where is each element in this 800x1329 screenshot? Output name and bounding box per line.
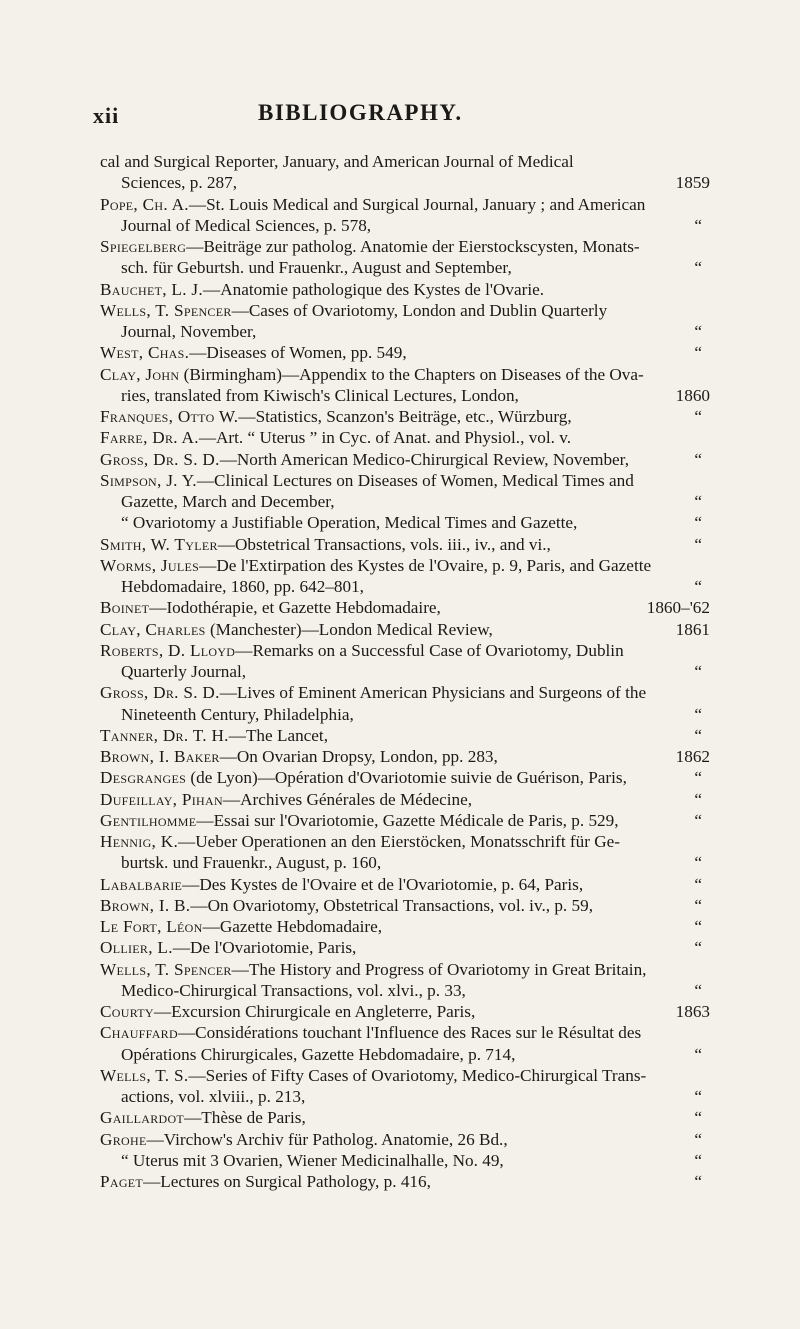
citation-text: —Excursion Chirurgicale en Angleterre, Paris, [153,1002,476,1021]
bibliography-line [100,874,710,895]
year: 1860–'62 [646,598,710,618]
bibliography-line [100,576,710,597]
citation-text: —North American Medico-Chirurgical Review, November, [219,449,630,469]
bibliography-line [100,1150,710,1171]
bibliography-line [100,1086,710,1107]
author-name: Brown, I. Baker [100,747,220,766]
citation-text: “ Uterus mit 3 Ovarien, Wiener Medicinalhalle, No. 49, [121,1150,504,1170]
citation-text: —Des Kystes de l'Ovaire et de l'Ovariotomie, p. 64, Paris, [182,874,584,894]
bibliography-line [100,704,710,725]
bibliography-line [100,236,710,257]
author-name: Gentilhomme [100,810,197,830]
bibliography-line [100,194,710,215]
bibliography-line [100,597,710,618]
year: “ [694,492,702,511]
citation-text: sch. für Geburtsh. und Frauenkr., August and September, [121,258,512,278]
bibliography-line [100,470,710,491]
author-name: Wells, T. S. [100,1065,189,1085]
author-name: Simpson, J. Y. [100,470,197,490]
citation-text: —Ueber Operationen an den Eierstöcken, Monatsschrift für Ge- [178,832,620,851]
citation-text: Medico-Chirurgical Transactions, vol. xlvi., p. 33, [121,980,466,1000]
year: “ [694,938,702,958]
year: 1859 [675,173,710,193]
citation-text: Hebdomadaire, 1860, pp. 642–801, [121,577,364,596]
citation-text: —Essai sur l'Ovariotomie, Gazette Médicale de Paris, p. 529, [196,810,619,830]
bibliography-line [100,810,710,831]
bibliography-line [100,491,710,512]
year: “ [694,917,702,936]
bibliography-line [100,1129,710,1150]
citation-text: Journal of Medical Sciences, p. 578, [121,215,372,235]
citation-text: (Birmingham)—Appendix to the Chapters on Diseases of the Ova- [179,364,644,384]
year: “ [694,1108,702,1128]
citation-text: —Series of Fifty Cases of Ovariotomy, Medico-Chirurgical Trans- [188,1065,647,1085]
citation-text: —Considérations touchant l'Influence des Races sur le Résultat des [177,1023,642,1043]
author-name: Pope, Ch. A. [100,194,189,214]
year: 1862 [675,747,710,766]
citation-text: —Archives Générales de Médecine, [222,789,473,809]
citation-text: —Obstetrical Transactions, vols. iii., iv., and vi., [217,534,551,554]
bibliography-line [100,257,710,278]
year: “ [694,980,702,1000]
year: “ [694,704,702,724]
citation-text: —Iodothérapie, et Gazette Hebdomadaire, [149,598,441,618]
year: 1860 [675,385,710,405]
citation-text: (de Lyon)—Opération d'Ovariotomie suivie de Guérison, Paris, [186,768,627,788]
citation-text: Quarterly Journal, [121,662,247,681]
bibliography-line [100,1107,710,1128]
author-name: Ollier, L. [100,938,173,958]
year: “ [694,810,702,830]
year: “ [694,895,702,915]
citation-text: —Art. “ Uterus ” in Cyc. of Anat. and Physiol., vol. v. [198,428,572,448]
bibliography-line [100,661,710,682]
citation-text: (Manchester)—London Medical Review, [205,619,493,639]
citation-text: burtsk. und Frauenkr., August, p. 160, [121,853,382,873]
bibliography-line [100,682,710,703]
bibliography-line [100,1044,710,1065]
author-name: Dufeillay, Pihan [100,789,223,809]
citation-text: —Cases of Ovariotomy, London and Dublin Quarterly [231,300,608,320]
author-name: Gross, Dr. S. D. [100,683,220,703]
bibliography-line [100,364,710,385]
year: “ [694,449,702,469]
year: “ [694,1172,702,1191]
citation-text: —St. Louis Medical and Surgical Journal, January ; and American [188,194,646,214]
running-head: BIBLIOGRAPHY. [258,100,463,125]
citation-text: —Thèse de Paris, [184,1108,306,1128]
bibliography-line [100,385,710,406]
year: “ [694,789,702,809]
bibliography-line [100,172,710,193]
citation-text: —De l'Ovariotomie, Paris, [172,938,357,958]
year: “ [694,1044,702,1064]
year: “ [694,1129,702,1149]
year: “ [694,662,702,681]
bibliography-line [100,640,710,661]
year: “ [694,1087,702,1106]
bibliography-line [100,937,710,958]
citation-text: —Lectures on Surgical Pathology, p. 416, [143,1172,431,1191]
year: “ [694,577,702,596]
bibliography-line [100,534,710,555]
bibliography-line [100,555,710,576]
bibliography-line [100,512,710,533]
bibliography-line [100,789,710,810]
citation-text: —Virchow's Archiv für Patholog. Anatomie, 26 Bd., [146,1129,508,1149]
year: 1863 [675,1002,710,1021]
bibliography-line [100,725,710,746]
author-name: Tanner, Dr. T. H. [100,725,229,745]
citation-text: —Anatomie pathologique des Kystes de l'Ovarie. [203,279,545,299]
bibliography-line [100,959,710,980]
citation-text: actions, vol. xlviii., p. 213, [121,1087,306,1106]
bibliography-line [100,852,710,873]
bibliography-line [100,1022,710,1043]
author-name: Gross, Dr. S. D. [100,449,220,469]
author-name: Paget [100,1172,144,1191]
bibliography-line [100,916,710,937]
citation-text: —Lives of Eminent American Physicians and Surgeons of the [219,683,647,703]
author-name: Brown, I. B. [100,895,191,915]
bibliography-line [100,215,710,236]
bibliography-line [100,1001,710,1022]
bibliography-line [100,406,710,427]
year: “ [694,215,702,235]
citation-text: Sciences, p. 287, [121,173,237,193]
author-name: Worms, Jules [100,555,200,575]
citation-text: —The Lancet, [228,725,329,745]
citation-text: ries, translated from Kiwisch's Clinical Lectures, London, [121,385,519,405]
author-name: Boinet [100,598,150,618]
author-name: Gaillardot [100,1108,185,1128]
year: “ [694,513,702,533]
bibliography-line [100,619,710,640]
author-name: Chauffard [100,1023,178,1043]
bibliography-line [100,895,710,916]
author-name: Labalbarie [100,874,183,894]
author-name: Grohe [100,1129,147,1149]
citation-text: —Remarks on a Successful Case of Ovariotomy, Dublin [235,640,624,660]
year: “ [694,874,702,894]
author-name: Smith, W. Tyler [100,534,218,554]
bibliography-line [100,1171,710,1192]
citation-text: “ Ovariotomy a Justifiable Operation, Medical Times and Gazette, [121,513,578,533]
citation-text: —De l'Extirpation des Kystes de l'Ovaire, p. 9, Paris, and Gazette [199,555,652,575]
year: 1861 [675,619,710,639]
citation-text: Gazette, March and December, [121,492,335,511]
author-name: Clay, Charles [100,619,206,639]
author-name: West, Chas. [100,343,190,363]
author-name: Hennig, K. [100,832,179,851]
year: “ [694,322,702,341]
citation-text: —Gazette Hebdomadaire, [202,917,383,936]
bibliography-line [100,279,710,300]
page-number: xii [93,103,120,128]
citation-text: —The History and Progress of Ovariotomy in Great Britain, [231,959,647,979]
year: “ [694,768,702,788]
author-name: Bauchet, L. J. [100,279,203,299]
bibliography-line [100,342,710,363]
bibliography-line [100,151,710,172]
year: “ [694,853,702,873]
citation-text: cal and Surgical Reporter, January, and American Journal of Medical [100,152,574,171]
author-name: Franques, Otto W. [100,407,239,426]
year: “ [694,343,702,363]
bibliography-list [100,151,710,1192]
citation-text: Journal, November, [121,322,257,341]
citation-text: Opérations Chirurgicales, Gazette Hebdomadaire, p. 714, [121,1044,516,1064]
citation-text: —Statistics, Scanzon's Beiträge, etc., Würzburg, [238,407,572,426]
author-name: Spiegelberg [100,237,187,256]
author-name: Farre, Dr. A. [100,428,199,448]
year: “ [694,407,702,426]
year: “ [694,725,702,745]
bibliography-line [100,321,710,342]
citation-text: —On Ovariotomy, Obstetrical Transactions, vol. iv., p. 59, [190,895,594,915]
bibliography-line [100,300,710,321]
bibliography-line [100,449,710,470]
bibliography-line [100,427,710,448]
bibliography-line [100,746,710,767]
bibliography-line [100,831,710,852]
citation-text: —On Ovarian Dropsy, London, pp. 283, [219,747,498,766]
year: “ [694,1150,702,1170]
citation-text: Nineteenth Century, Philadelphia, [121,704,354,724]
author-name: Le Fort, Léon [100,917,203,936]
bibliography-line [100,1065,710,1086]
year: “ [694,258,702,278]
author-name: Clay, John [100,364,180,384]
citation-text: —Diseases of Women, pp. 549, [189,343,407,363]
author-name: Desgranges [100,768,187,788]
bibliography-line [100,980,710,1001]
bibliography-line [100,767,710,788]
citation-text: —Clinical Lectures on Diseases of Women, Medical Times and [196,470,634,490]
author-name: Courty [100,1002,154,1021]
citation-text: —Beiträge zur patholog. Anatomie der Eierstockscysten, Monats- [186,237,640,256]
author-name: Wells, T. Spencer [100,300,232,320]
author-name: Wells, T. Spencer [100,959,232,979]
year: “ [694,534,702,554]
author-name: Roberts, D. Lloyd [100,640,236,660]
